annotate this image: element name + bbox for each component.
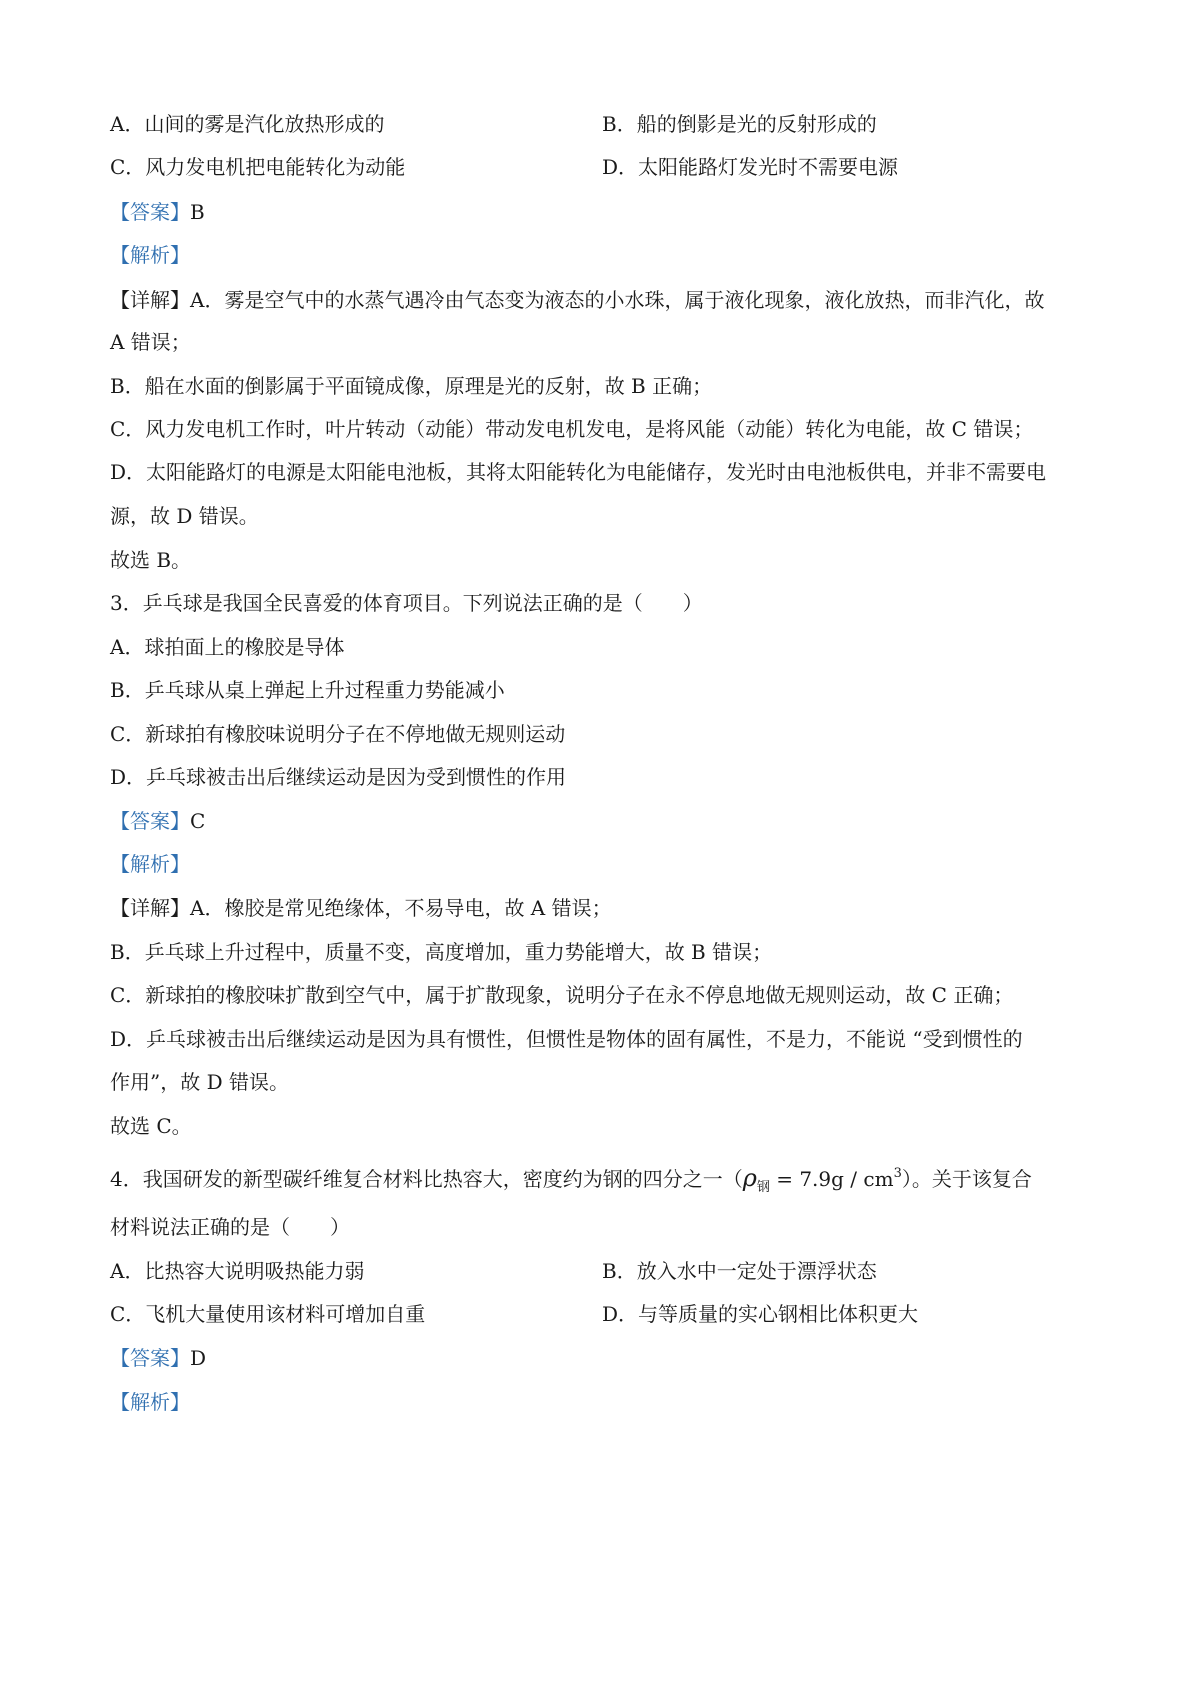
q3-option-d: D．乒乓球被击出后继续运动是因为受到惯性的作用 xyxy=(110,765,567,789)
q3-detail-line: 作用”，故 D 错误。 xyxy=(110,1070,289,1094)
q3-option-b: B．乒乓球从桌上弹起上升过程重力势能减小 xyxy=(110,678,505,702)
q3-stem: 3．乒乓球是我国全民喜爱的体育项目。下列说法正确的是（ ） xyxy=(110,591,703,615)
q2-detail-line: D．太阳能路灯的电源是太阳能电池板，其将太阳能转化为电能储存，发光时由电池板供电，并非不需要电 xyxy=(110,460,1047,484)
answer-value: B xyxy=(190,200,205,224)
q4-option-a: A．比热容大说明吸热能力弱 xyxy=(110,1259,365,1283)
q3-option-a: A．球拍面上的橡胶是导体 xyxy=(110,635,345,659)
rho-symbol: ρ xyxy=(742,1164,757,1192)
q2-detail-line: B．船在水面的倒影属于平面镜成像，原理是光的反射，故 B 正确； xyxy=(110,374,713,398)
q4-stem xyxy=(110,1160,1032,1202)
q2-option-b: B．船的倒影是光的反射形成的 xyxy=(602,112,877,136)
q3-analysis-tag xyxy=(110,850,190,878)
q4-option-c: C．飞机大量使用该材料可增加自重 xyxy=(110,1302,426,1326)
q3-detail-line: B．乒乓球上升过程中，质量不变，高度增加，重力势能增大，故 B 错误； xyxy=(110,940,773,964)
q2-option-d: D．太阳能路灯发光时不需要电源 xyxy=(602,155,899,179)
q3-detail-line: C．新球拍的橡胶味扩散到空气中，属于扩散现象，说明分子在永不停息地做无规则运动，故 C 正确； xyxy=(110,983,1014,1007)
q3-conclusion: 故选 C。 xyxy=(110,1114,192,1138)
q2-detail-line xyxy=(110,286,1044,314)
q2-option-c: C．风力发电机把电能转化为动能 xyxy=(110,155,406,179)
q3-option-c: C．新球拍有橡胶味说明分子在不停地做无规则运动 xyxy=(110,722,566,746)
q2-answer xyxy=(110,198,205,226)
q2-detail-line: 源，故 D 错误。 xyxy=(110,504,259,528)
answer-tag: 【答案】 xyxy=(110,809,190,833)
q4-analysis-tag xyxy=(110,1388,190,1416)
answer-value: C xyxy=(190,809,206,833)
analysis-tag: 【解析】 xyxy=(110,1390,190,1414)
formula-subscript: 钢 xyxy=(756,1180,770,1195)
answer-tag: 【答案】 xyxy=(110,200,190,224)
detail-text: A．雾是空气中的水蒸气遇冷由气态变为液态的小水珠，属于液化现象，液化放热，而非汽化，故 xyxy=(190,288,1045,312)
q3-detail-line: D．乒乓球被击出后继续运动是因为具有惯性，但惯性是物体的固有属性，不是力，不能说 “受到惯性的 xyxy=(110,1027,1023,1051)
formula-value: = 7.9g / cm xyxy=(769,1167,894,1191)
analysis-tag: 【解析】 xyxy=(110,852,190,876)
q4-option-d: D．与等质量的实心钢相比体积更大 xyxy=(602,1302,919,1326)
answer-value: D xyxy=(190,1346,207,1370)
q4-stem-text: ）。关于该复合 xyxy=(901,1167,1032,1191)
answer-tag: 【答案】 xyxy=(110,1346,190,1370)
q4-option-b: B．放入水中一定处于漂浮状态 xyxy=(602,1259,877,1283)
formula-superscript: 3 xyxy=(893,1166,902,1181)
q2-option-a: A．山间的雾是汽化放热形成的 xyxy=(110,112,385,136)
detail-text: A．橡胶是常见绝缘体，不易导电，故 A 错误； xyxy=(190,896,612,920)
analysis-tag: 【解析】 xyxy=(110,243,190,267)
q2-detail-line: A 错误； xyxy=(110,330,191,354)
q2-analysis-tag xyxy=(110,241,190,269)
q2-conclusion: 故选 B。 xyxy=(110,548,192,572)
q3-answer xyxy=(110,807,205,835)
q2-detail-line: C．风力发电机工作时，叶片转动（动能）带动发电机发电，是将风能（动能）转化为电能，故 C 错误； xyxy=(110,417,1034,441)
q3-detail-line xyxy=(110,894,612,922)
detail-tag: 【详解】 xyxy=(110,896,190,920)
density-formula xyxy=(742,1164,902,1195)
q4-stem-text: 4．我国研发的新型碳纤维复合材料比热容大，密度约为钢的四分之一（ xyxy=(110,1167,743,1191)
q4-answer xyxy=(110,1344,206,1372)
q4-stem-line2: 材料说法正确的是（ ） xyxy=(110,1215,350,1239)
detail-tag: 【详解】 xyxy=(110,288,190,312)
